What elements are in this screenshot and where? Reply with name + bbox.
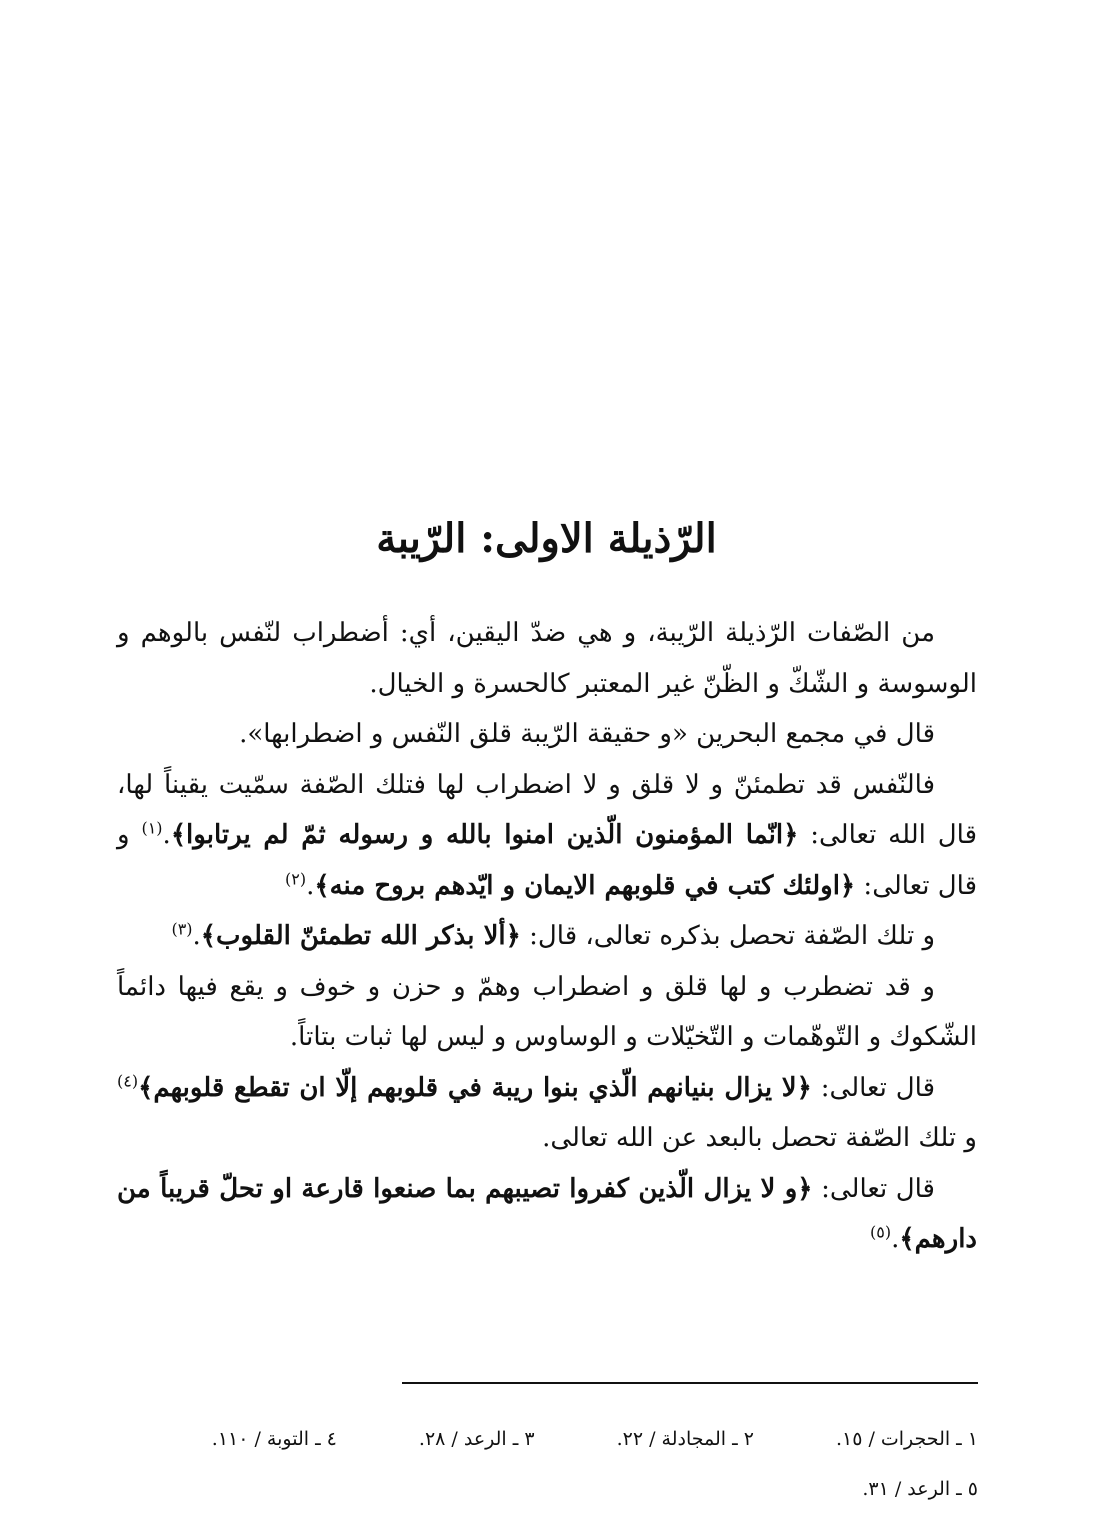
footnote-ref-2: (٢) xyxy=(284,868,307,888)
footnotes-row-1 xyxy=(150,1414,978,1464)
footnote-1: ١ ـ الحجرات / ١٥. xyxy=(835,1428,978,1450)
paragraph-7: قال تعالى: ﴿و لا يزال الّذين كفروا تصيبهم بما صنعوا قارعة او تحلّ قريباً من دارهم﴾.$^{(٥)}$ xyxy=(117,1173,977,1254)
chapter-title: الرّذيلة الاولى: الرّيبة xyxy=(376,514,717,562)
paragraph-5: و قد تضطرب و لها قلق و اضطراب وهمّ و حزن و خوف و يقع فيها دائماً الشّكوك و التّوهّمات و التّخيّلات و الوساوس و ليس لها ثبات بتاتاً. xyxy=(117,971,977,1052)
quran-quote-5: ﴿و لا يزال الّذين كفروا تصيبهم بما صنعوا قارعة او تحلّ قريباً من دارهم﴾ xyxy=(117,1173,977,1254)
quran-quote-1: ﴿انّما المؤمنون الّذين امنوا بالله و رسوله ثمّ لم يرتابوا﴾ xyxy=(170,820,799,850)
paragraph-1: من الصّفات الرّذيلة الرّيبة، و هي ضدّ اليقين، أي: أضطراب لنّفس بالوهم و الوسوسة و الشّكّ و الظّنّ غير المعتبر كالحسرة و الخيال. xyxy=(117,618,977,699)
paragraph-6 xyxy=(117,1063,977,1164)
footnote-ref-1: (١) xyxy=(141,818,163,838)
paragraph-4: و تلك الصّفة تحصل بذكره تعالى، قال: ﴿ألا بذكر الله تطمئنّ القلوب﴾.$^{(٣)}$ xyxy=(171,919,935,951)
footnote-ref-5: (٥) xyxy=(870,1222,892,1242)
quran-quote-4: ﴿لا يزال بنيانهم الّذي بنوا ريبة في قلوبهم إلّا ان تقطع قلوبهم﴾ xyxy=(138,1072,812,1103)
footnote-ref-3: (٣) xyxy=(171,919,193,939)
footnote-3: ٣ ـ الرعد / ٢٨. xyxy=(418,1428,535,1450)
paragraph-4-text: و تلك الصّفة تحصل بذكره تعالى، قال: xyxy=(520,921,935,951)
footnote-5: ٥ ـ الرعد / ٣١. xyxy=(862,1478,978,1500)
footnote-ref-4: (٤) xyxy=(117,1070,139,1090)
quran-quote-2: ﴿اولئك كتب في قلوبهم الايمان و ايّدهم بروح منه﴾ xyxy=(314,870,856,901)
paragraph-6-text-a: قال تعالى: xyxy=(811,1072,936,1103)
footnote-4: ٤ ـ التوبة / ١١٠. xyxy=(211,1428,337,1450)
paragraph-3: فالنّفس قد تطمئنّ و لا قلق و لا اضطراب لها فتلك الصّفة سمّيت يقيناً لها، قال الله تعالى: ﴿انّما المؤمنون الّذين امنوا بالله و رسوله ثمّ لم يرتابوا﴾.$^{(١)}$ و قال تعالى: ﴿اولئك كتب في قلوبهم الايمان و ايّدهم بروح منه﴾.$^{(٢)}$ xyxy=(117,769,978,901)
paragraph-3-text-b: و قال تعالى: xyxy=(117,820,977,901)
footnotes xyxy=(150,1414,978,1514)
body-text xyxy=(117,608,977,1265)
quran-quote-3: ﴿ألا بذكر الله تطمئنّ القلوب﴾ xyxy=(200,921,521,951)
paragraph-6-text-b: و تلك الصّفة تحصل بالبعد عن الله تعالى. xyxy=(542,1123,977,1153)
paragraph-7-text: قال تعالى: xyxy=(812,1173,935,1204)
footnote-2: ٢ ـ المجادلة / ٢٢. xyxy=(616,1428,754,1450)
footnotes-row-2 xyxy=(150,1464,978,1514)
footnote-divider xyxy=(402,1382,978,1384)
paragraph-2: قال في مجمع البحرين «و حقيقة الرّيبة قلق النّفس و اضطرابها». xyxy=(239,719,935,749)
paragraph-3-text-a: فالنّفس قد تطمئنّ و لا قلق و لا اضطراب لها فتلك الصّفة سمّيت يقيناً لها، قال الله تعالى: xyxy=(117,769,978,850)
